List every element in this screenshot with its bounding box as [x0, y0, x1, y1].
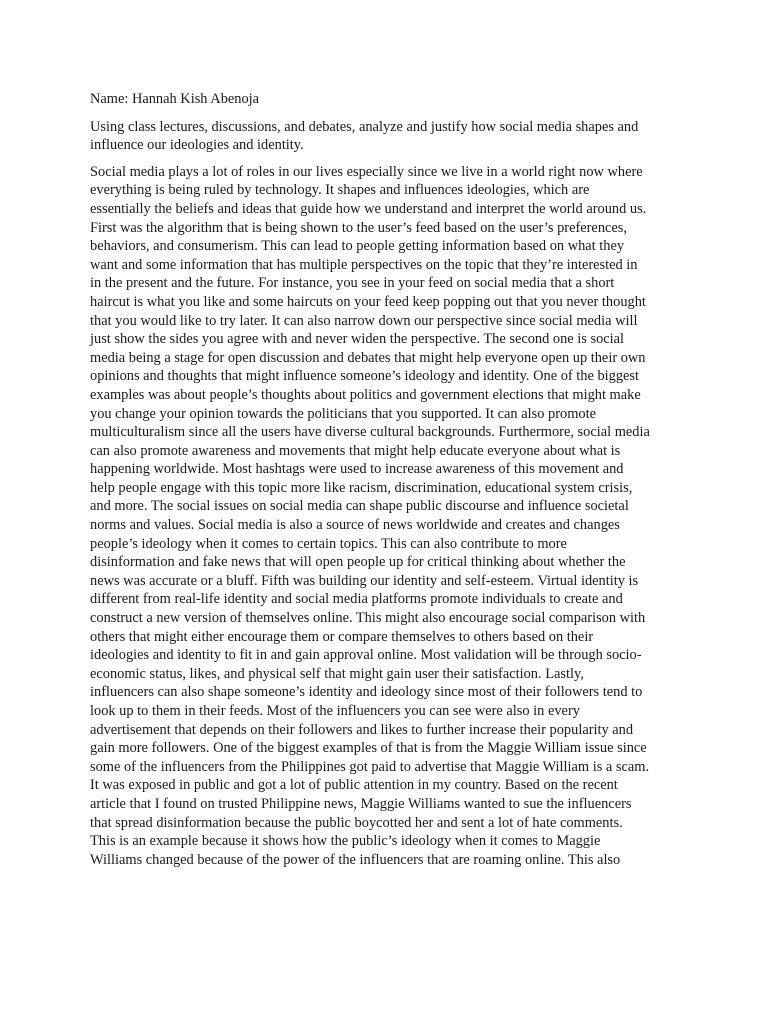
document-content [90, 90, 690, 876]
essay-body-paragraph: Social media plays a lot of roles in our lives especially since we live in a world right now where everything is being ruled by technology. It shapes and influences ideologies, which are essentially the beliefs and ideas that guide how we understand and interpret the world around us. First was the algorithm that is being shown to the user’s feed based on the user’s preferences, behaviors, and consumerism. This can lead to people getting information based on what they want and some information that has multiple perspectives on the topic that they’re interested in in the present and the future. For instance, you see in your feed on social media that a short haircut is what you like and some haircuts on your feed keep popping out that you never thought that you would like to try later. It can also narrow down our perspective since social media will just show the sides you agree with and never widen the perspective. The second one is social media being a stage for open discussion and debates that might help everyone open up their own opinions and thoughts that might influence someone’s ideology and identity. One of the biggest examples was about people’s thoughts about politics and government elections that might make you change your opinion towards the politicians that you supported. It can also promote multiculturalism since all the users have diverse cultural backgrounds. Furthermore, social media can also promote awareness and movements that might help educate everyone about what is happening worldwide. Most hashtags were used to increase awareness of this movement and help people engage with this topic more like racism, discrimination, educational system crisis, and more. The social issues on social media can shape public discourse and influence societal norms and values. Social media is also a source of news worldwide and creates and changes people’s ideology when it comes to certain topics. This can also contribute to more disinformation and fake news that will open people up for critical thinking about whether the news was accurate or a bluff. Fifth was building our identity and self-esteem. Virtual identity is different from real-life identity and social media platforms promote individuals to create and construct a new version of themselves online. This might also encourage social comparison with others that might either encourage them or compare themselves to others based on their ideologies and identity to fit in and gain approval online. Most validation will be through socio- economic status, likes, and physical self that might gain user their satisfaction. Lastly, influencers can also shape someone’s identity and ideology since most of their followers tend to look up to them in their feeds. Most of the influencers you can see were also in every advertisement that depends on their followers and likes to further increase their popularity and gain more followers. One of the biggest examples of that is from the Maggie William issue since some of the influencers from the Philippines got paid to advertise that Maggie William is a scam. It was exposed in public and got a lot of public attention in my country. Based on the recent article that I found on trusted Philippine news, Maggie Williams wanted to sue the influencers that spread disinformation because the public boycotted her and sent a lot of hate comments. This is an example because it shows how the public’s ideology when it comes to Maggie Williams changed because of the power of the influencers that are roaming online. This also [90, 163, 650, 868]
student-name-line: Name: Hannah Kish Abenoja [90, 91, 260, 107]
essay-prompt: Using class lectures, discussions, and debates, analyze and justify how social media shapes and influence our ideologies and identity. [90, 118, 639, 154]
